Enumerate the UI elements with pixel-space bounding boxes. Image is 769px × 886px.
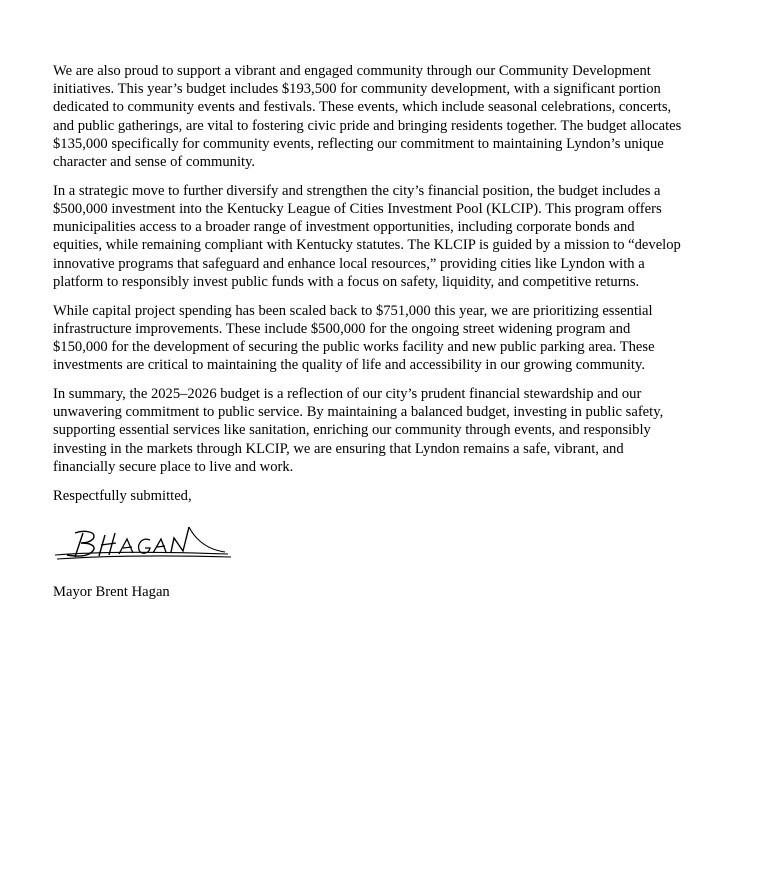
- handwritten-signature: [53, 521, 243, 571]
- letter-page: [53, 62, 683, 612]
- paragraph-community-development: We are also proud to support a vibrant and engaged community through our Community Development initiatives. This year’s budget includes $193,500 for community development, with a significant portion dedicated to community events and festivals. These events, which include seasonal celebrations, concerts, and public gatherings, are vital to fostering civic pride and bringing residents together. The budget allocates $135,000 specifically for community events, reflecting our commitment to maintaining Lyndon’s unique character and sense of community.: [53, 63, 682, 171]
- signature-graphic: [53, 521, 243, 571]
- paragraph-summary: In summary, the 2025–2026 budget is a reflection of our city’s prudent financial stewardship and our unwavering commitment to public service. By maintaining a balanced budget, investing in public safety, supporting essential services like sanitation, enriching our community through events, and responsibly investing in the markets through KLCIP, we are ensuring that Lyndon remains a safe, vibrant, and financially secure place to live and work.: [53, 386, 664, 475]
- paragraph-capital-projects: While capital project spending has been scaled back to $751,000 this year, we are prioritizing essential infrastructure improvements. These include $500,000 for the ongoing street widening program and $150,000 for the development of securing the public works facility and new public parking area. These investments are critical to maintaining the quality of life and accessibility in our growing community.: [53, 302, 655, 374]
- paragraph-klcip-investment: In a strategic move to further diversify and strengthen the city’s financial position, the budget includes a $500,000 investment into the Kentucky League of Cities Investment Pool (KLCIP). This program offers municipalities access to a broader range of investment opportunities, including corporate bonds and equities, while remaining compliant with Kentucky statutes. The KLCIP is guided by a mission to “develop innovative programs that safeguard and enhance local resources,” providing cities like Lyndon with a platform to responsibly invest public funds with a focus on safety, liquidity, and competitive returns.: [53, 182, 681, 290]
- closing-line: Respectfully submitted,: [53, 487, 192, 504]
- signer-name: Mayor Brent Hagan: [53, 583, 170, 600]
